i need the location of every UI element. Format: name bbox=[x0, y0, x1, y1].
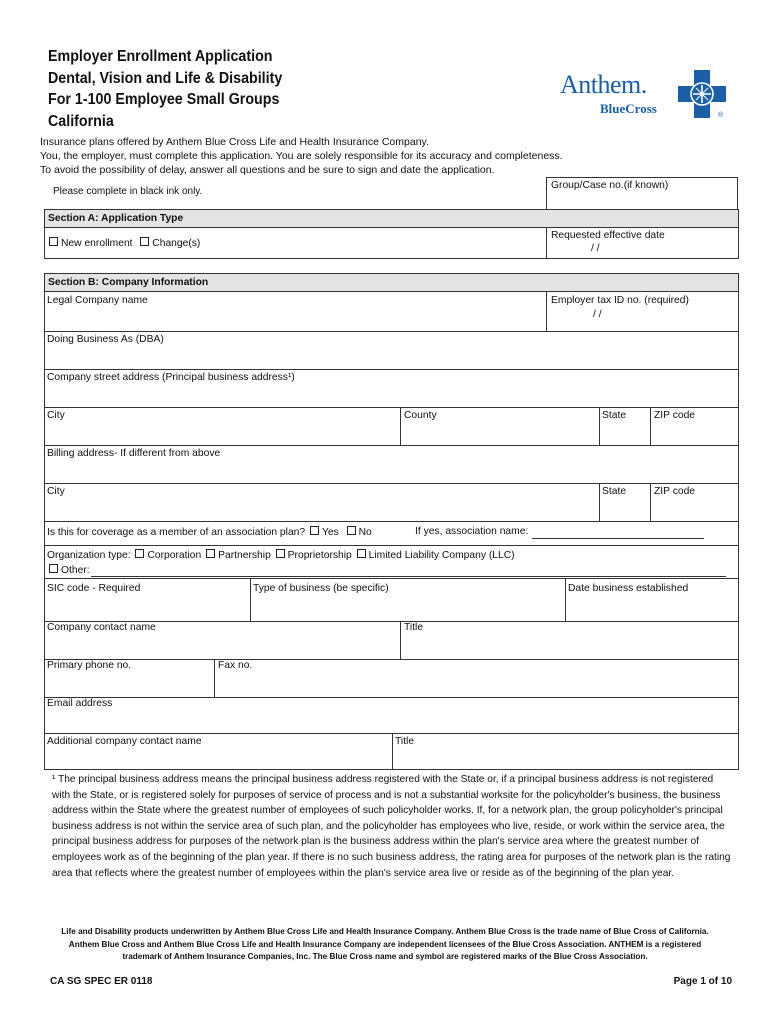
association-name-field[interactable] bbox=[532, 526, 704, 539]
contact-name-label: Company contact name bbox=[47, 622, 156, 633]
dba-label: Doing Business As (DBA) bbox=[47, 334, 164, 345]
association-yes-label: Yes bbox=[322, 527, 339, 538]
email-label: Email address bbox=[47, 698, 113, 709]
llc-label: Limited Liability Company (LLC) bbox=[368, 550, 515, 561]
additional-title-label: Title bbox=[395, 736, 415, 747]
type-business-label: Type of business (be specific) bbox=[253, 583, 389, 594]
blue-cross-icon bbox=[678, 70, 726, 118]
state-label: State bbox=[602, 410, 627, 421]
section-b bbox=[44, 273, 739, 770]
black-ink-note: Please complete in black ink only. bbox=[53, 186, 203, 197]
street-address-label: Company street address (Principal business address¹) bbox=[47, 372, 295, 383]
section-b-header: Section B: Company Information bbox=[45, 274, 738, 292]
proprietorship-checkbox[interactable] bbox=[276, 549, 285, 558]
billing-zip-label: ZIP code bbox=[654, 486, 696, 497]
partnership-label: Partnership bbox=[218, 550, 271, 561]
form-id: CA SG SPEC ER 0118 bbox=[50, 976, 153, 987]
association-no-label: No bbox=[358, 527, 372, 538]
requested-date-field[interactable]: / / bbox=[591, 243, 600, 254]
corporation-checkbox[interactable] bbox=[135, 549, 144, 558]
changes-checkbox[interactable] bbox=[140, 237, 149, 246]
legal-line-2: Anthem Blue Cross and Anthem Blue Cross Life and Health Insurance Company are independent licensees of the Blue Cross Association. ANTHEM is a registered bbox=[68, 939, 702, 949]
section-a-header: Section A: Application Type bbox=[45, 210, 738, 228]
county-label: County bbox=[404, 410, 437, 421]
city-label: City bbox=[47, 410, 65, 421]
tax-id-field[interactable]: / / bbox=[593, 309, 602, 320]
zip-label: ZIP code bbox=[654, 410, 696, 421]
org-type-options bbox=[47, 549, 515, 561]
corporation-label: Corporation bbox=[147, 550, 202, 561]
org-type-label: Organization type: bbox=[47, 550, 131, 561]
legal-line-3: trademark of Anthem Insurance Companies, Inc. The Blue Cross name and symbol are registered marks of the Blue Cross Association. bbox=[122, 952, 648, 961]
intro-line-2: You, the employer, must complete this application. You are solely responsible for its accuracy and completeness. bbox=[40, 150, 563, 162]
association-question bbox=[47, 526, 372, 538]
title-line-3: For 1-100 Employee Small Groups bbox=[48, 91, 280, 108]
page-number: Page 1 of 10 bbox=[673, 976, 732, 987]
group-case-field[interactable] bbox=[546, 177, 738, 210]
proprietorship-label: Proprietorship bbox=[287, 550, 352, 561]
footnote: ¹ The principal business address means the principal business address registered with the State or, if a principal business address is not registered with the State, or is registered solely for purposes of service of process and is not a substantial worksite for the policyholder's business, the business address within the State where the greatest number of employees of such policyholder works. If, for a network plan, the group policyholder's principal business address is not within the service area of such plan, and the policyholder has employees who live, reside, or work within the service area, the principal business address for purposes of the network plan is the business address within the plan's service area where the greatest number of employees work as of the beginning of the plan year. If there is no such business address, the rating area for purposes of the network plan is the rating area that reflects where the greatest number of employees within the plan's service area live or reside as of the beginning of the plan year. bbox=[52, 774, 731, 879]
association-yes-checkbox[interactable] bbox=[310, 526, 319, 535]
logo-reg-mark: ® bbox=[718, 112, 724, 119]
date-established-label: Date business established bbox=[568, 583, 689, 594]
page-title bbox=[48, 46, 416, 132]
other-label: Other: bbox=[61, 565, 90, 576]
org-other-option bbox=[47, 564, 90, 576]
other-checkbox[interactable] bbox=[49, 564, 58, 573]
logo-sub: BlueCross bbox=[600, 101, 657, 116]
additional-contact-label: Additional company contact name bbox=[47, 736, 202, 747]
changes-label: Change(s) bbox=[152, 238, 201, 249]
logo-name: Anthem. bbox=[560, 70, 647, 99]
title-line-1: Employer Enrollment Application bbox=[48, 48, 273, 65]
legal-line-1: Life and Disability products underwritten by Anthem Blue Cross Life and Health Insurance Company. Anthem Blue Cross is the trade name of Blue Cross of California. bbox=[61, 927, 709, 936]
partnership-checkbox[interactable] bbox=[206, 549, 215, 558]
fax-label: Fax no. bbox=[218, 660, 253, 671]
section-a bbox=[44, 209, 739, 259]
association-question-label: Is this for coverage as a member of an association plan? bbox=[47, 527, 306, 538]
new-enrollment-checkbox[interactable] bbox=[49, 237, 58, 246]
sic-code-label: SIC code - Required bbox=[47, 583, 141, 594]
contact-title-label: Title bbox=[404, 622, 424, 633]
association-no-checkbox[interactable] bbox=[347, 526, 356, 535]
requested-date-label: Requested effective date bbox=[551, 230, 665, 241]
group-case-label: Group/Case no.(if known) bbox=[551, 180, 669, 191]
anthem-logo bbox=[560, 70, 728, 125]
billing-state-label: State bbox=[602, 486, 627, 497]
association-name-label: If yes, association name: bbox=[415, 526, 529, 537]
other-field[interactable] bbox=[91, 564, 726, 577]
new-enrollment-label: New enrollment bbox=[61, 238, 133, 249]
title-line-2: Dental, Vision and Life & Disability bbox=[48, 69, 283, 87]
legal-name-label: Legal Company name bbox=[47, 295, 148, 306]
intro-line-1: Insurance plans offered by Anthem Blue Cross Life and Health Insurance Company. bbox=[40, 136, 429, 148]
title-line-4: California bbox=[48, 112, 114, 130]
application-type-options bbox=[47, 237, 200, 249]
billing-address-label: Billing address- If different from above bbox=[47, 448, 221, 459]
llc-checkbox[interactable] bbox=[357, 549, 366, 558]
intro-text bbox=[40, 135, 563, 177]
legal-disclaimer bbox=[50, 926, 720, 964]
tax-id-label: Employer tax ID no. (required) bbox=[551, 295, 689, 306]
intro-line-3: To avoid the possibility of delay, answer all questions and be sure to sign and date the application. bbox=[40, 164, 495, 176]
phone-label: Primary phone no. bbox=[47, 660, 132, 671]
billing-city-label: City bbox=[47, 486, 65, 497]
